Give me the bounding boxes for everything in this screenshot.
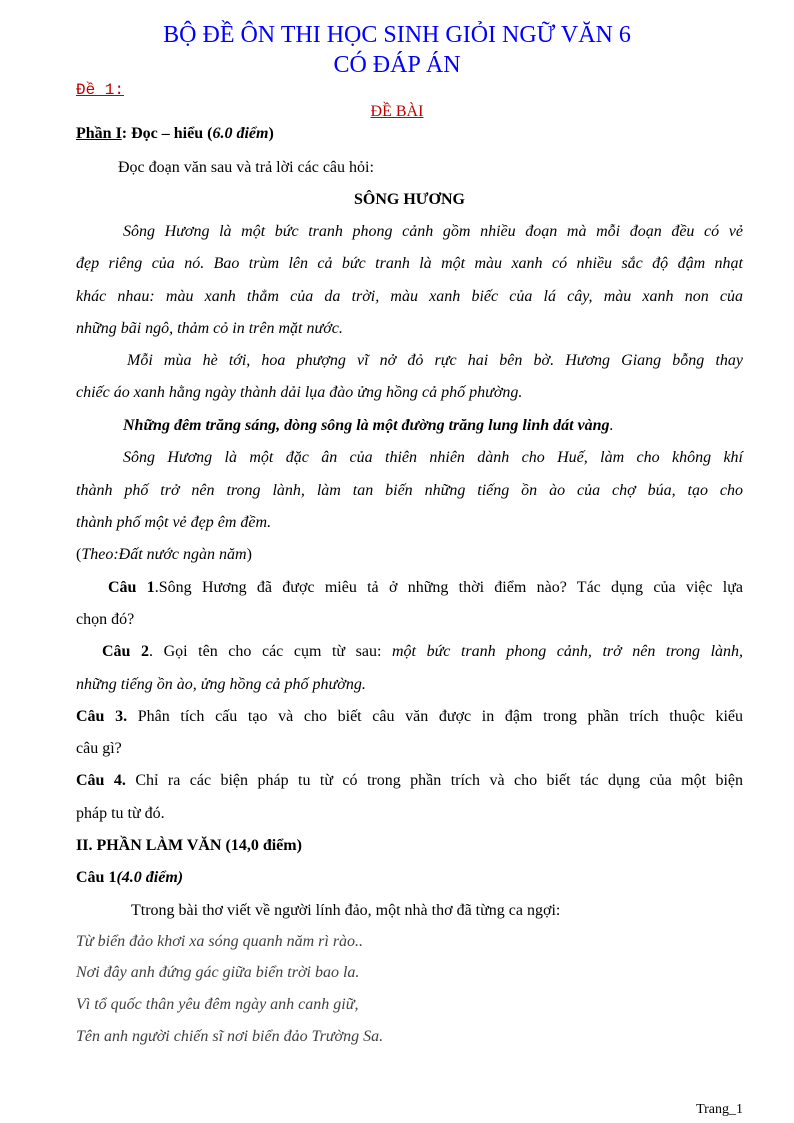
passage-line: Mỗi mùa hè tới, hoa phượng vĩ nở đỏ rực hai bên bờ. Hương Giang bỗng thay (127, 352, 743, 369)
part1-heading-sep: : (121, 125, 132, 142)
passage-line: đẹp riêng của nó. Bao trùm lên cả bức tranh là một màu xanh có nhiều sắc độ đậm nhạt (76, 255, 743, 272)
poem-line: Nơi đây anh đứng gác giữa biển trời bao la. (76, 964, 360, 981)
source-close: ) (246, 546, 252, 563)
passage-line: những bãi ngô, thảm cỏ in trên mặt nước. (76, 320, 343, 337)
bold-sentence (123, 415, 743, 437)
part1-heading-score: 6.0 điểm (212, 125, 269, 142)
part1-heading-label: Phần I (76, 125, 122, 142)
source-open: ( (76, 546, 82, 563)
question-4-text: Chỉ ra các biện pháp tu từ có trong phần trích và cho biết tác dụng của một biện (125, 772, 744, 789)
exam-heading: ĐỀ BÀI (370, 103, 424, 120)
poem-line: Tên anh người chiến sĩ nơi biển đảo Trường Sa. (76, 1028, 384, 1045)
part2-question-1-score: (4.0 điểm) (116, 869, 184, 886)
passage-line: Sông Hương là một đặc ân của thiên nhiên dành cho Huế, làm cho không khí (123, 449, 743, 466)
document-title: BỘ ĐỀ ÔN THI HỌC SINH GIỎI NGỮ VĂN 6 (163, 22, 631, 48)
poem-intro: Ttrong bài thơ viết về người lính đảo, một nhà thơ đã từng ca ngợi: (131, 902, 561, 919)
question-4-continued: pháp tu từ đó. (76, 805, 165, 822)
question-2-text: . Gọi tên cho các cụm từ sau: (149, 643, 392, 660)
question-4 (76, 770, 743, 792)
question-2-continued: những tiếng ồn ào, ửng hồng cả phố phường. (76, 676, 366, 693)
poem-line: Từ biển đảo khơi xa sóng quanh năm rì rào.. (76, 933, 364, 950)
part2-question-1 (76, 867, 743, 889)
question-4-label: Câu 4. (76, 772, 126, 789)
bold-sentence-text: Những đêm trăng sáng, dòng sông là một đường trăng lung linh dát vàng (123, 417, 610, 434)
source-text: Theo:Đất nước ngàn năm (81, 546, 247, 563)
question-2-label: Câu 2 (102, 643, 150, 660)
passage-line: khác nhau: màu xanh thẳm của da trời, màu xanh biếc của lá cây, màu xanh non của (76, 288, 743, 305)
reading-instruction: Đọc đoạn văn sau và trả lời các câu hỏi: (118, 159, 374, 176)
question-1-label: Câu 1 (108, 579, 155, 596)
passage-line: thành phố trở nên trong lành, làm tan biến những tiếng ồn ào của chợ búa, tạo cho (76, 482, 743, 499)
question-2 (102, 641, 743, 663)
part1-heading (76, 123, 743, 145)
passage-title: SÔNG HƯƠNG (354, 191, 465, 208)
question-3-text: Phân tích cấu tạo và cho biết câu văn được in đậm trong phần trích thuộc kiểu (127, 708, 743, 725)
part1-heading-close: ) (268, 125, 274, 142)
question-1-continued: chọn đó? (76, 611, 135, 628)
part2-heading: II. PHẦN LÀM VĂN (14,0 điểm) (76, 837, 302, 854)
question-3-continued: câu gì? (76, 740, 122, 757)
question-2-phrases: một bức tranh phong cảnh, trở nên trong lành, (392, 643, 744, 660)
question-3 (76, 706, 743, 728)
passage-line: chiếc áo xanh hằng ngày thành dải lụa đào ửng hồng cả phố phường. (76, 384, 523, 401)
passage-source (76, 544, 743, 566)
exam-number-label: Đề 1: (76, 81, 125, 99)
question-1-text: .Sông Hương đã được miêu tả ở những thời điểm nào? Tác dụng của việc lựa (154, 579, 743, 596)
poem-line: Vì tổ quốc thân yêu đêm ngày anh canh giữ, (76, 996, 359, 1013)
question-1 (108, 577, 743, 599)
bold-sentence-period: . (609, 417, 614, 434)
document-subtitle: CÓ ĐÁP ÁN (333, 52, 461, 78)
part2-question-1-label: Câu 1 (76, 869, 117, 886)
question-3-label: Câu 3. (76, 708, 128, 725)
page-number: Trang_1 (696, 1102, 743, 1117)
passage-line: thành phố một vẻ đẹp êm đềm. (76, 514, 272, 531)
part1-heading-main: Đọc – hiểu ( (131, 125, 213, 142)
passage-line: Sông Hương là một bức tranh phong cảnh gồm nhiều đoạn mà mỗi đoạn đều có vẻ (123, 223, 743, 240)
